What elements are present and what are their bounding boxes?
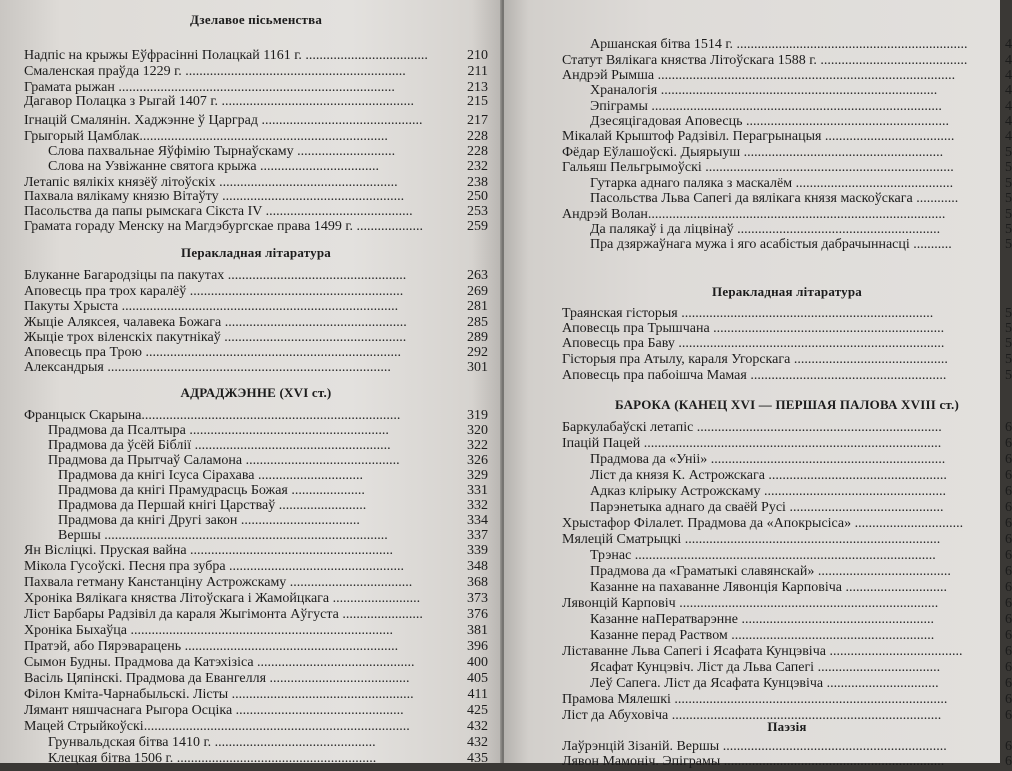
- toc-entry-page-number: 217: [467, 113, 488, 128]
- toc-entry-title: Эпіграмы ...................................................................................: [590, 99, 942, 114]
- toc-entry-title: Александрыя .................................................................................: [24, 360, 391, 375]
- toc-entry-title: Лямант няшчаснага Рыгора Осціка ................................................: [24, 703, 404, 718]
- toc-entry-title: Прадмова да кнігі Другі закон ..................................: [58, 513, 360, 528]
- toc-entry[interactable]: [562, 753, 1012, 771]
- toc-entry-title: Надпіс на крыжы Еўфрасінні Полацкай 1161 г. ...................................: [24, 48, 428, 63]
- toc-entry-title: Аповесць пра Баву ............................................................................: [562, 336, 945, 351]
- toc-entry-title: Дагавор Полацка з Рыгай 1407 г. .......................................................: [24, 94, 414, 109]
- toc-entry-page-number: 376: [467, 607, 488, 622]
- toc-entry-title: Казанне наПератварэнне .......................................................: [590, 612, 935, 627]
- toc-entry-page-number: 281: [467, 299, 488, 314]
- toc-entry-page-number: 5: [1005, 306, 1012, 321]
- toc-entry-page-number: 6: [1005, 500, 1012, 515]
- toc-entry-page-number: 5: [1005, 191, 1012, 206]
- toc-entry-title: Гісторыя пра Атылу, караля Угорскага ............................................: [562, 352, 948, 367]
- toc-entry-title: Аповесць пра трох каралёў .............................................................: [24, 284, 404, 299]
- toc-entry-title: Мікалай Крыштоф Радзівіл. Перагрынацыя .....................................: [562, 129, 955, 144]
- toc-entry-title: Прадмова да ўсёй Біблії ........................................................: [48, 438, 391, 453]
- toc-entry-page-number: 4: [1005, 99, 1012, 114]
- toc-entry-title: Грамата гораду Менску на Магдэбургскае права 1499 г. ...................: [24, 219, 424, 234]
- toc-entry-title: Клецкая бітва 1506 г. .........................................................: [48, 751, 377, 766]
- toc-entry-page-number: 228: [467, 144, 488, 159]
- toc-entry-page-number: 435: [467, 751, 488, 766]
- toc-entry-title: Вершы .................................................................................: [58, 528, 388, 543]
- toc-entry-title: Грыгорый Цамблак.......................................................................: [24, 129, 388, 144]
- toc-entry-page-number: 6: [1005, 660, 1012, 675]
- toc-entry-title: Парэнетыка аднаго да сваёй Русі ............................................: [590, 500, 944, 515]
- toc-entry-title: Жыціе трох віленскіх пакутнікаў ....................................................: [24, 330, 407, 345]
- toc-entry[interactable]: [24, 359, 488, 377]
- toc-entry-title: Смаленская праўда 1229 г. ...............................................................: [24, 64, 406, 79]
- toc-entry-page-number: 381: [467, 623, 488, 638]
- toc-entry-page-number: 4: [1005, 83, 1012, 98]
- toc-entry-title: Гальяш Пельгрымоўскі .......................................................................: [562, 160, 954, 175]
- toc-entry-page-number: 6: [1005, 596, 1012, 611]
- toc-entry-title: Аповесць пра пабоішча Мамая ........................................................: [562, 368, 947, 383]
- toc-entry-page-number: 6: [1005, 484, 1012, 499]
- toc-entry-page-number: 368: [467, 575, 488, 590]
- toc-entry-page-number: 5: [1005, 160, 1012, 175]
- toc-entry-title: Лявонцій Карповіч ..........................................................................: [562, 596, 939, 611]
- toc-entry-page-number: 411: [467, 687, 488, 702]
- toc-entry-page-number: 322: [467, 438, 488, 453]
- toc-entry-page-number: 4: [1005, 53, 1012, 68]
- toc-entry-page-number: 432: [467, 719, 488, 734]
- toc-entry-page-number: 285: [467, 315, 488, 330]
- toc-entry-page-number: 6: [1005, 644, 1012, 659]
- toc-entry-title: Прамова Мялешкі ..............................................................................: [562, 692, 948, 707]
- toc-entry-title: Прадмова да кнігі Ісуса Сірахава ..............................: [58, 468, 363, 483]
- toc-entry-page-number: 6: [1005, 708, 1012, 723]
- toc-entry-title: Ян Вісліцкі. Пруская вайна ..........................................................: [24, 543, 394, 558]
- toc-entry-title: Францыск Скарына..........................................................................: [24, 408, 401, 423]
- toc-entry-page-number: 405: [467, 671, 488, 686]
- toc-entry-page-number: 329: [467, 468, 488, 483]
- toc-entry-page-number: 339: [467, 543, 488, 558]
- toc-entry-title: Мялецій Сматрыцкі .........................................................................: [562, 532, 941, 547]
- toc-entry-page-number: 334: [467, 513, 488, 528]
- toc-entry-page-number: 4: [1005, 68, 1012, 83]
- toc-entry-title: Хроніка Вялікага княства Літоўскага і Жамойцкага .........................: [24, 591, 421, 606]
- toc-entry-title: Пра дзяржаўнага мужа і яго асабістыя дабрачыннасці ...........: [590, 237, 952, 252]
- section-heading: Перакладная літаратура: [712, 284, 862, 299]
- toc-entry-title: Пахвала гетману Канстанціну Астрожскаму ...................................: [24, 575, 413, 590]
- toc-entry-page-number: 6: [1005, 580, 1012, 595]
- toc-entry-page-number: 228: [467, 129, 488, 144]
- toc-entry-title: Пасольства Льва Сапегі да вялікага князя маскоўскага ............: [590, 191, 959, 206]
- toc-entry-page-number: 210: [467, 48, 488, 63]
- section-heading: АДРАДЖЭННЕ (XVI ст.): [180, 385, 332, 400]
- toc-entry-title: Пакуты Хрыста ...............................................................................: [24, 299, 399, 314]
- toc-entry-title: Слова пахвальнае Яўфімію Тырнаўскаму ............................: [48, 144, 396, 159]
- left-page: [0, 0, 502, 766]
- toc-entry-page-number: 6: [1005, 516, 1012, 531]
- toc-entry-page-number: 215: [467, 94, 488, 109]
- toc-entry[interactable]: [590, 236, 1012, 254]
- toc-entry-title: Пахвала вялікаму князю Вітаўту ....................................................: [24, 189, 405, 204]
- toc-entry-page-number: 319: [467, 408, 488, 423]
- toc-entry-page-number: 6: [1005, 739, 1012, 754]
- toc-entry-title: Мікола Гусоўскі. Песня пра зубра ..................................................: [24, 559, 405, 574]
- toc-entry-page-number: 5: [1005, 222, 1012, 237]
- toc-entry-page-number: 5: [1005, 336, 1012, 351]
- toc-entry-title: Хроніка Быхаўца ...........................................................................: [24, 623, 393, 638]
- toc-entry-title: Аповесць пра Трышчана ..................................................................: [562, 321, 945, 336]
- toc-entry-page-number: 326: [467, 453, 488, 468]
- toc-entry-page-number: 5: [1005, 145, 1012, 160]
- toc-entry-page-number: 6: [1005, 612, 1012, 627]
- toc-entry-title: Андрэй Рымша .....................................................................................: [562, 68, 956, 83]
- toc-entry-title: Ліставанне Льва Сапегі і Ясафата Кунцэвіча ......................................: [562, 644, 963, 659]
- toc-entry-title: Храналогія ...............................................................................: [590, 83, 938, 98]
- toc-entry-page-number: 5: [1005, 321, 1012, 336]
- toc-entry-page-number: 4: [1005, 37, 1012, 52]
- section-heading: Паэзія: [767, 719, 807, 734]
- toc-entry-title: Сымон Будны. Прадмова да Катэхізіса .............................................: [24, 655, 415, 670]
- toc-entry-page-number: 6: [1005, 692, 1012, 707]
- toc-entry-page-number: 6: [1005, 548, 1012, 563]
- toc-entry-title: Андрэй Волан.....................................................................................: [562, 207, 946, 222]
- toc-entry-page-number: 213: [467, 80, 488, 95]
- toc-entry-page-number: 6: [1005, 436, 1012, 451]
- toc-entry-title: Прадмова да «Уніі» ...................................................................: [590, 452, 946, 467]
- toc-entry-title: Гутарка аднаго паляка з маскалём .............................................: [590, 176, 954, 191]
- toc-entry-title: Ліст Барбары Радзівіл да караля Жыгімонта Аўгуста .......................: [24, 607, 423, 622]
- toc-entry-page-number: 5: [1005, 352, 1012, 367]
- toc-entry-page-number: 400: [467, 655, 488, 670]
- section-heading: Перакладная літаратура: [181, 245, 331, 260]
- toc-entry-title: Жыціе Аляксея, чалавека Божага ....................................................: [24, 315, 407, 330]
- toc-entry-title: Слова на Узвіжанне святога крыжа ..................................: [48, 159, 380, 174]
- toc-entry-page-number: 269: [467, 284, 488, 299]
- toc-entry-title: Казанне на пахаванне Лявонція Карповіча .............................: [590, 580, 947, 595]
- toc-entry-title: Статут Вялікага княства Літоўскага 1588 г. ..........................................: [562, 53, 968, 68]
- toc-entry-title: Ліст да Абуховіча .............................................................................: [562, 708, 942, 723]
- toc-entry-title: Блуканне Багародзіцы па пакутах ...................................................: [24, 268, 407, 283]
- toc-entry-title: Мацей Стрыйкоўскі............................................................................: [24, 719, 410, 734]
- toc-entry-title: Іпацій Пацей .....................................................................................: [562, 436, 942, 451]
- toc-entry-title: Пратэй, або Пярэварацень .............................................................: [24, 639, 399, 654]
- toc-entry-title: Васіль Цяпінскі. Прадмова да Евангелля ........................................: [24, 671, 410, 686]
- toc-entry-title: Дзесяцігадовая Аповесць ..........................................................: [590, 114, 949, 129]
- toc-entry-page-number: 6: [1005, 754, 1012, 769]
- toc-entry-title: Лаўрэнцій Зізаній. Вершы ................................................................: [562, 739, 947, 754]
- toc-entry-page-number: 232: [467, 159, 488, 174]
- toc-entry[interactable]: [562, 367, 1012, 385]
- toc-entry-title: Ясафат Кунцэвіч. Ліст да Льва Сапегі ...................................: [590, 660, 941, 675]
- toc-entry-title: Казанне перад Раством ..........................................................: [590, 628, 935, 643]
- toc-entry-page-number: 348: [467, 559, 488, 574]
- toc-entry-page-number: 259: [467, 219, 488, 234]
- toc-entry-title: Да палякаў і да ліцвінаў ..........................................................: [590, 222, 941, 237]
- toc-entry-page-number: 6: [1005, 628, 1012, 643]
- toc-entry-title: Аршанская бітва 1514 г. ..................................................................: [590, 37, 968, 52]
- toc-entry-page-number: 396: [467, 639, 488, 654]
- toc-entry-title: Прадмова да «Граматыкі славянскай» ......................................: [590, 564, 951, 579]
- right-page: [504, 0, 1012, 769]
- toc-entry-page-number: 4: [1005, 129, 1012, 144]
- toc-entry-page-number: 337: [467, 528, 488, 543]
- toc-entry-page-number: 6: [1005, 420, 1012, 435]
- toc-entry-title: Філон Кміта-Чарнабыльскі. Лісты ....................................................: [24, 687, 414, 702]
- toc-entry-page-number: 4: [1005, 114, 1012, 129]
- toc-entry-page-number: 331: [467, 483, 488, 498]
- toc-entry-title: Леў Сапега. Ліст да Ясафата Кунцэвіча ................................: [590, 676, 939, 691]
- toc-entry-title: Лявон Мамоніч. Эпіграмы ...............................................................: [562, 754, 945, 769]
- toc-entry-title: Пасольства да папы рымскага Сікста IV ..........................................: [24, 204, 413, 219]
- toc-entry-title: Летапіс вялікіх князёў літоўскіх ...................................................: [24, 175, 398, 190]
- toc-entry-title: Трэнас ......................................................................................: [590, 548, 936, 563]
- toc-entry-page-number: 6: [1005, 452, 1012, 467]
- toc-entry-title: Траянская гісторыя ........................................................................: [562, 306, 934, 321]
- toc-entry-page-number: 301: [467, 360, 488, 375]
- toc-entry-page-number: 250: [467, 189, 488, 204]
- toc-entry-page-number: 6: [1005, 532, 1012, 547]
- toc-entry-page-number: 5: [1005, 237, 1012, 252]
- toc-entry[interactable]: [24, 93, 488, 111]
- toc-entry-page-number: 373: [467, 591, 488, 606]
- toc-entry-title: Хрыстафор Філалет. Прадмова да «Апокрысіса» ...............................: [562, 516, 964, 531]
- toc-entry-title: Баркулабаўскі летапіс ......................................................................: [562, 420, 942, 435]
- toc-entry-title: Аповесць пра Трою .........................................................................: [24, 345, 401, 360]
- toc-entry-title: Фёдар Еўлашоўскі. Дыярыуш .........................................................: [562, 145, 944, 160]
- toc-entry-page-number: 211: [467, 64, 488, 79]
- toc-entry-page-number: 320: [467, 423, 488, 438]
- toc-entry[interactable]: [24, 218, 488, 236]
- toc-entry-title: Грунвальдская бітва 1410 г. ..............................................: [48, 735, 376, 750]
- toc-entry-page-number: 238: [467, 175, 488, 190]
- toc-entry-page-number: 289: [467, 330, 488, 345]
- toc-entry-page-number: 332: [467, 498, 488, 513]
- toc-entry-page-number: 432: [467, 735, 488, 750]
- toc-entry-title: Прадмова да Псалтыра .........................................................: [48, 423, 389, 438]
- toc-entry-page-number: 263: [467, 268, 488, 283]
- toc-entry-title: Ігнацій Смалянін. Хаджэнне ў Царград ..............................................: [24, 113, 423, 128]
- toc-entry-title: Грамата рыжан ...............................................................................: [24, 80, 395, 95]
- toc-entry-page-number: 5: [1005, 368, 1012, 383]
- toc-entry-title: Прадмова да Прытчаў Саламона ............................................: [48, 453, 400, 468]
- toc-entry-title: Адказ клірыку Астрожскаму ....................................................: [590, 484, 946, 499]
- toc-entry-page-number: 292: [467, 345, 488, 360]
- toc-entry-title: Ліст да князя К. Астрожскага ...................................................: [590, 468, 947, 483]
- toc-entry-page-number: 6: [1005, 676, 1012, 691]
- toc-entry[interactable]: [48, 750, 488, 768]
- toc-entry-page-number: 6: [1005, 564, 1012, 579]
- toc-entry-page-number: 5: [1005, 176, 1012, 191]
- toc-entry-title: Прадмова да Першай кнігі Царстваў .........................: [58, 498, 367, 513]
- toc-entry-page-number: 5: [1005, 207, 1012, 222]
- section-heading: Дзелавое пісьменства: [189, 12, 323, 27]
- toc-entry-page-number: 253: [467, 204, 488, 219]
- toc-entry-title: Прадмова да кнігі Прамудрасць Божая .....................: [58, 483, 365, 498]
- section-heading: БАРОКА (КАНЕЦ XVI — ПЕРШАЯ ПАЛОВА XVIII ст.): [614, 397, 960, 412]
- toc-entry-page-number: 6: [1005, 468, 1012, 483]
- toc-entry-page-number: 425: [467, 703, 488, 718]
